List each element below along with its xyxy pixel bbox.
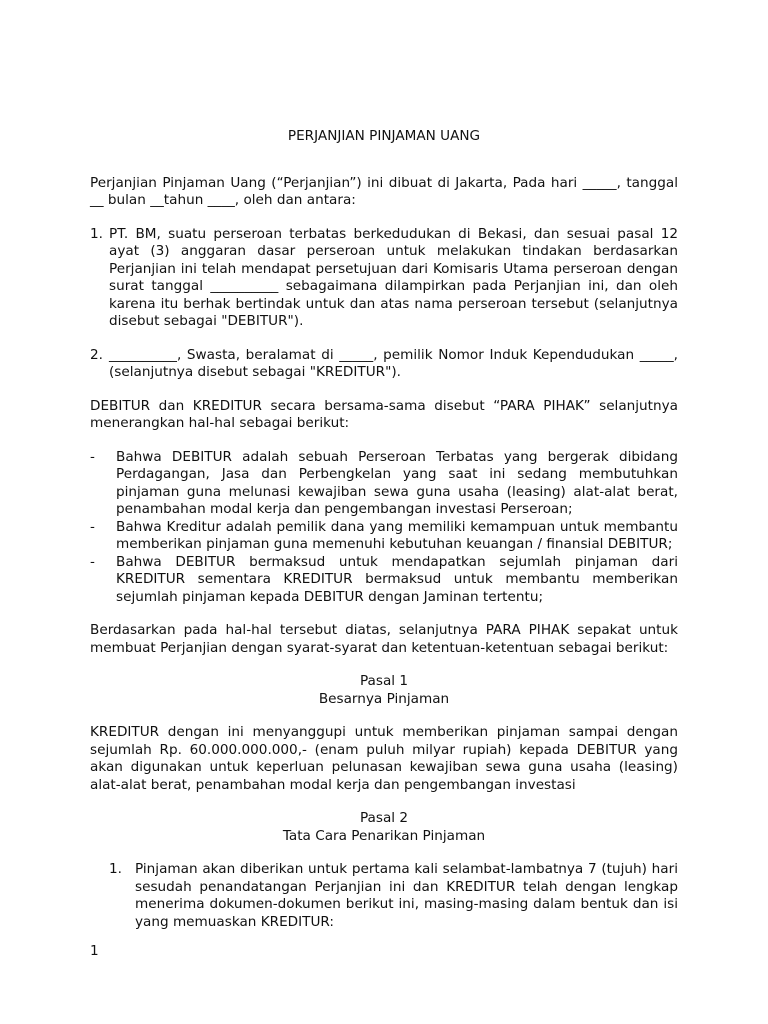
pasal-2-list: [90, 861, 678, 931]
recital-item: [90, 449, 678, 519]
party-text: PT. BM, suatu perseroan terbatas berkedudukan di Bekasi, dan sesuai pasal 12 ayat (3) anggaran dasar perseroan untuk melakukan tindakan berdasarkan Perjanjian ini telah mendapat persetujuan dari Komisaris Utama perseroan dengan surat tanggal __________ sebagaimana dilampirkan pada Perjanjian ini, dan oleh karena itu berhak bertindak untuk dan atas nama perseroan tersebut (selanjutnya disebut sebagai "DEBITUR").: [109, 225, 678, 329]
recital-text: Bahwa DEBITUR adalah sebuah Perseroan Terbatas yang bergerak dibidang Perdagangan, Jasa dan Perbengkelan yang saat ini sedang membutuhkan pinjaman guna melunasi kewajiban sewa guna usaha (leasing) alat-alat berat, penambahan modal kerja dan pengembangan investasi Perseroan;: [116, 448, 678, 517]
party-item-2: [90, 347, 678, 382]
intro-paragraph: Perjanjian Pinjaman Uang (“Perjanjian”) ini dibuat di Jakarta, Pada hari _____, tanggal __ bulan __tahun ____, oleh dan antara:: [90, 174, 678, 208]
document-title: PERJANJIAN PINJAMAN UANG: [287, 128, 481, 144]
recital-bullet: -: [90, 553, 95, 570]
recital-text: Bahwa DEBITUR bermaksud untuk mendapatkan sejumlah pinjaman dari KREDITUR sementara KREDITUR bermaksud untuk membantu memberikan sejumlah pinjaman kepada DEBITUR dengan Jaminan tertentu;: [116, 553, 678, 605]
pasal-2-heading: [90, 810, 678, 845]
agreement-paragraph: Berdasarkan pada hal-hal tersebut diatas, selanjutnya PARA PIHAK sepakat untuk membuat Perjanjian dengan syarat-syarat dan ketentuan-ketentuan sebagai berikut:: [90, 622, 678, 656]
recital-item: [90, 554, 678, 607]
item-text: Pinjaman akan diberikan untuk pertama kali selambat-lambatnya 7 (tujuh) hari sesudah penandatangan Perjanjian ini dan KREDITUR telah dengan lengkap menerima dokumen-dokumen berikut ini, masing-masing dalam bentuk dan isi yang memuaskan KREDITUR:: [135, 861, 678, 930]
document-page: [90, 128, 678, 931]
recital-bullet: -: [90, 448, 95, 465]
parties-list: [90, 226, 678, 382]
page-number: 1: [90, 943, 99, 959]
pasal-title: Tata Cara Penarikan Pinjaman: [282, 827, 486, 844]
party-item-1: [90, 226, 678, 331]
para-pihak-paragraph: DEBITUR dan KREDITUR secara bersama-sama disebut “PARA PIHAK” selanjutnya menerangkan hal-hal sebagai berikut:: [90, 397, 678, 431]
pasal-1-heading: [90, 673, 678, 708]
pasal-number: Pasal 1: [359, 673, 409, 689]
pasal-1-body: KREDITUR dengan ini menyanggupi untuk memberikan pinjaman sampai dengan sejumlah Rp. 60.000.000.000,- (enam puluh milyar rupiah) kepada DEBITUR yang akan digunakan untuk keperluan pelunasan kewajiban sewa guna usaha (leasing) alat-alat berat, penambahan modal kerja dan pengembangan investasi: [90, 724, 678, 793]
party-text: __________, Swasta, beralamat di _____, pemilik Nomor Induk Kependudukan _____, (selanjutnya disebut sebagai "KREDITUR").: [109, 346, 678, 380]
pasal-title: Besarnya Pinjaman: [318, 690, 450, 707]
recital-bullet: -: [90, 518, 95, 535]
recitals-list: [90, 449, 678, 607]
recital-item: [90, 519, 678, 554]
pasal-number: Pasal 2: [359, 810, 409, 826]
item-number: 1.: [109, 861, 122, 877]
party-number: 2.: [90, 346, 103, 363]
pasal-2-item: [90, 861, 678, 931]
recital-text: Bahwa Kreditur adalah pemilik dana yang memiliki kemampuan untuk membantu memberikan pinjaman guna memenuhi kebutuhan keuangan / finansial DEBITUR;: [116, 518, 678, 552]
party-number: 1.: [90, 225, 103, 242]
